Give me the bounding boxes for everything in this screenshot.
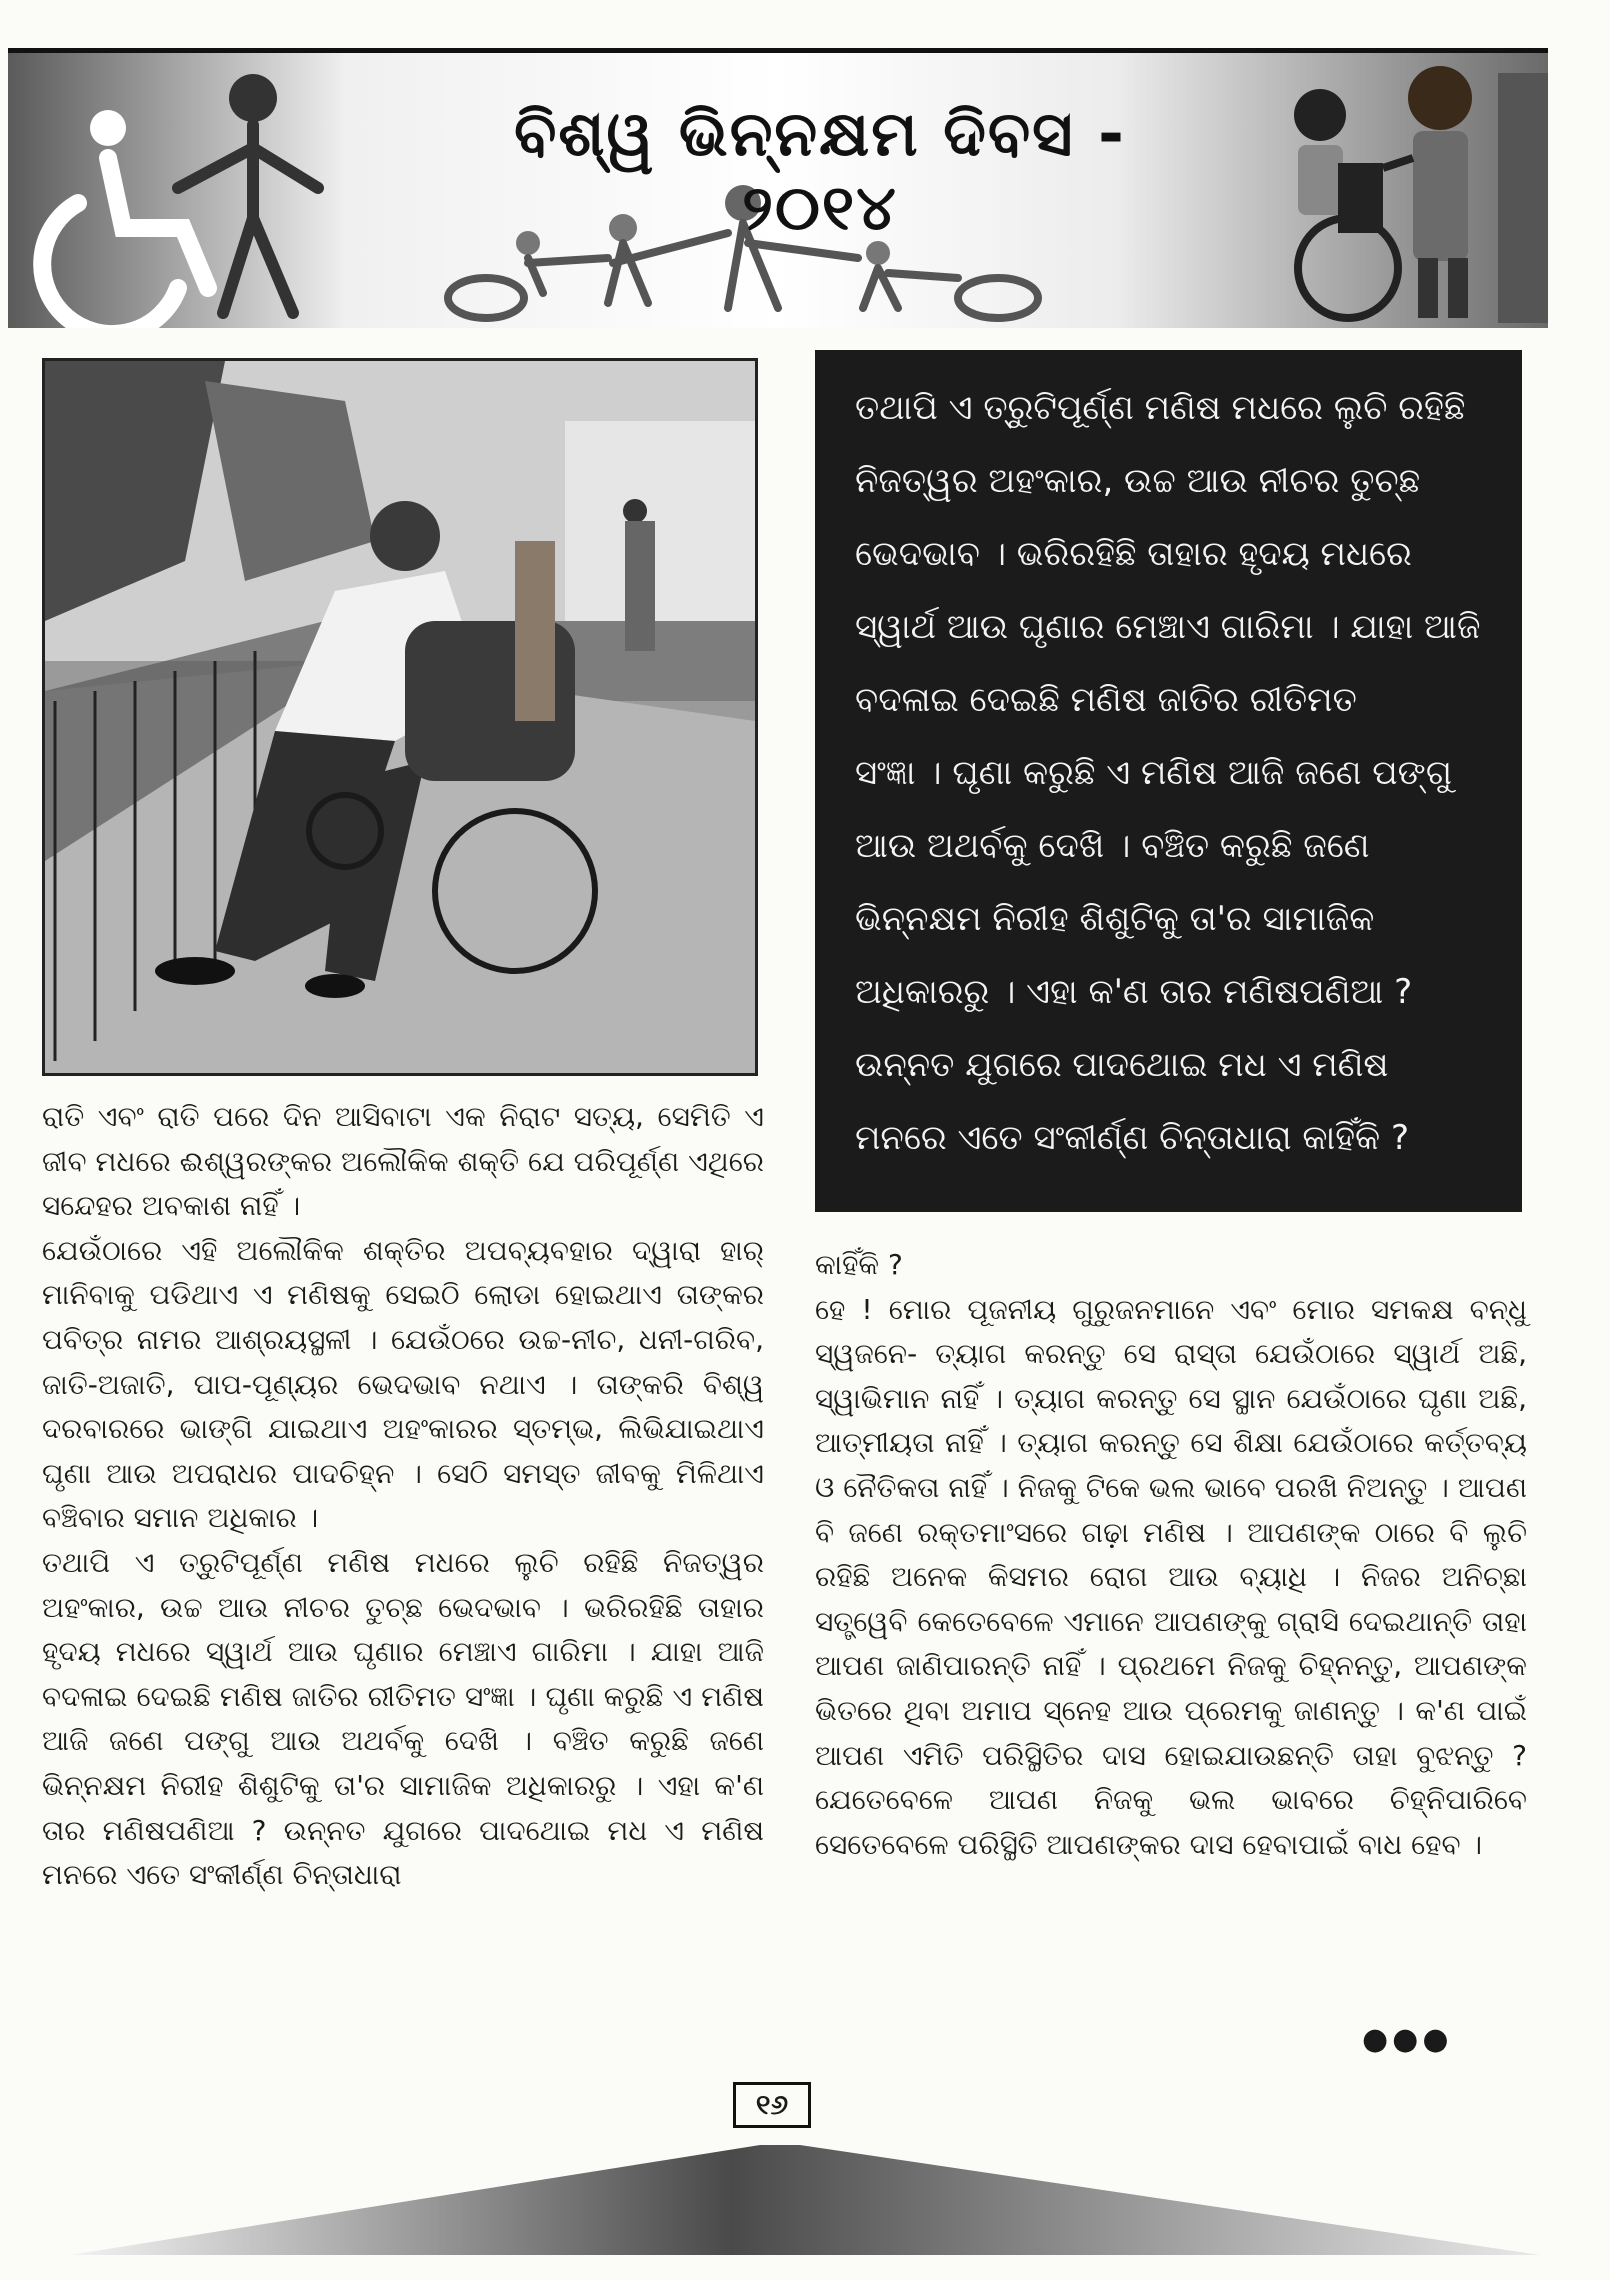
callout-line: ସଂଜ୍ଞା । ଘୃଣା କରୁଛି ଏ ମଣିଷ ଆଜି ଜଣେ ପଙ୍ଗୁ bbox=[855, 753, 1452, 793]
page-number: ୧୬ bbox=[733, 2082, 811, 2128]
paragraph: ହେ ! ମୋର ପୂଜନୀୟ ଗୁରୁଜନମାନେ ଏବଂ ମୋର ସମକକ୍ଷ ବନ୍ଧୁ ସ୍ୱଜନେ- ତ୍ୟାଗ କରନ୍ତୁ ସେ ରାସ୍ତା ଯେଉଁଠାରେ ସ୍ୱାର୍ଥ ଅଛି, ସ୍ୱାଭିମାନ ନାହିଁ । ତ୍ୟାଗ କରନ୍ତୁ ସେ ସ୍ଥାନ ଯେଉଁଠାରେ ଘୃଣା ଅଛି, ଆତ୍ମୀୟତା ନାହିଁ । ତ୍ୟାଗ କରନ୍ତୁ ସେ ଶିକ୍ଷା ଯେଉଁଠାରେ କର୍ତ୍ତବ୍ୟ ଓ ନୈତିକତା ନାହିଁ । ନିଜକୁ ଟିକେ ଭଲ ଭାବେ ପରଖି ନିଅନ୍ତୁ । ଆପଣ ବି ଜଣେ ରକ୍ତମାଂସରେ ଗଢ଼ା ମଣିଷ । ଆପଣଙ୍କ ଠାରେ ବି ଲୁଚି ରହିଛି ଅନେକ କିସମର ରୋଗ ଆଉ ବ୍ୟାଧି । ନିଜର ଅନିଚ୍ଛା ସତ୍ତ୍ୱେବି କେତେବେଳେ ଏମାନେ ଆପଣଙ୍କୁ ଗ୍ରାସି ଦେଇଥାନ୍ତି ତାହା ଆପଣ ଜାଣିପାରନ୍ତି ନାହିଁ । ପ୍ରଥମେ ନିଜକୁ ଚିହ୍ନନ୍ତୁ, ଆପଣଙ୍କ ଭିତରେ ଥିବା ଅମାପ ସ୍ନେହ ଆଉ ପ୍ରେମକୁ ଜାଣନ୍ତୁ । କ'ଣ ପାଇଁ ଆପଣ ଏମିତି ପରିସ୍ଥିତିର ଦାସ ହୋଇଯାଉଛନ୍ତି ତାହା ବୁଝନ୍ତୁ ? ଯେତେବେଳେ ଆପଣ ନିଜକୁ ଭଲ ଭାବରେ ଚିହ୍ନିପାରିବେ ସେତେବେଳେ ପରିସ୍ଥିତି ଆପଣଙ୍କର ଦାସ ହେବାପାଇଁ ବାଧ ହେବ । bbox=[815, 1292, 1527, 1861]
right-column-text bbox=[815, 1243, 1527, 1867]
callout-line: ଅଧିକାରରୁ । ଏହା କ'ଣ ତାର ମଣିଷପଣିଆ ? bbox=[855, 972, 1413, 1012]
bottom-decorative-band bbox=[70, 2140, 1540, 2260]
callout-line: ତଥାପି ଏ ତ୍ରୁଟିପୂର୍ଣ୍ଣ ମଣିଷ ମଧରେ ଲୁଚି ରହିଛି bbox=[855, 388, 1466, 428]
paragraph: କାହିଁକି ? bbox=[815, 1248, 903, 1281]
callout-box bbox=[815, 350, 1522, 1212]
callout-line: ସ୍ୱାର୍ଥ ଆଉ ଘୃଣାର ମେଞ୍ଚାଏ ଗାରିମା । ଯାହା ଆଜି bbox=[855, 607, 1481, 647]
callout-line: ମନରେ ଏତେ ସଂକୀର୍ଣ୍ଣ ଚିନ୍ତାଧାରା କାହିଁକି ? bbox=[855, 1118, 1410, 1158]
paragraph: ତଥାପି ଏ ତ୍ରୁଟିପୂର୍ଣ୍ଣ ମଣିଷ ମଧରେ ଲୁଚି ରହିଛି ନିଜତ୍ୱର ଅହଂକାର, ଉଚ୍ଚ ଆଉ ନୀଚର ତୁଚ୍ଛ ଭେଦଭାବ । ଭରିରହିଛି ତାହାର ହୃଦୟ ମଧରେ ସ୍ୱାର୍ଥ ଆଉ ଘୃଣାର ମେଞ୍ଚାଏ ଗାରିମା । ଯାହା ଆଜି ବଦଳାଇ ଦେଇଛି ମଣିଷ ଜାତିର ରୀତିମତ ସଂଜ୍ଞା । ଘୃଣା କରୁଛି ଏ ମଣିଷ ଆଜି ଜଣେ ପଙ୍ଗୁ ଆଉ ଅଥର୍ବକୁ ଦେଖି । ବଞ୍ଚିତ କରୁଛି ଜଣେ ଭିନ୍ନକ୍ଷମ ନିରୀହ ଶିଶୁଟିକୁ ତା'ର ସାମାଜିକ ଅଧିକାରରୁ । ଏହା କ'ଣ ତାର ମଣିଷପଣିଆ ? ଉନ୍ନତ ଯୁଗରେ ପାଦଥୋଇ ମଧ ଏ ମଣିଷ ମନରେ ଏତେ ସଂକୀର୍ଣ୍ଣ ଚିନ୍ତାଧାରା bbox=[42, 1545, 764, 1892]
header-banner bbox=[8, 48, 1548, 328]
callout-line: ଭେଦଭାବ । ଭରିରହିଛି ତାହାର ହୃଦୟ ମଧରେ bbox=[855, 534, 1412, 574]
callout-line: ଭିନ୍ନକ୍ଷମ ନିରୀହ ଶିଶୁଟିକୁ ତା'ର ସାମାଜିକ bbox=[855, 899, 1375, 939]
paragraph: ରାତି ଏବଂ ରାତି ପରେ ଦିନ ଆସିବାଟା ଏକ ନିରାଟ ସତ୍ୟ, ସେମିତି ଏ ଜୀବ ମଧରେ ଈଶ୍ୱରଙ୍କର ଅଲୌକିକ ଶକ୍ତି ଯେ ପରିପୂର୍ଣ୍ଣ ଏଥିରେ ସନ୍ଦେହର ଅବକାଶ ନାହିଁ । bbox=[42, 1100, 764, 1223]
page-title: ବିଶ୍ୱ ଭିନ୍ନକ୍ଷମ ଦିବସ - ୨୦୧୪ bbox=[514, 97, 1126, 244]
photo-illustration bbox=[45, 361, 755, 1073]
callout-line: ବଦଳାଇ ଦେଇଛି ମଣିଷ ଜାତିର ରୀତିମତ bbox=[855, 680, 1357, 720]
callout-line: ଉନ୍ନତ ଯୁଗରେ ପାଦଥୋଇ ମଧ ଏ ମଣିଷ bbox=[855, 1045, 1389, 1085]
callout-line: ନିଜତ୍ୱର ଅହଂକାର, ଉଚ୍ଚ ଆଉ ନୀଚର ତୁଚ୍ଛ bbox=[855, 461, 1421, 501]
callout-line: ଆଉ ଅଥର୍ବକୁ ଦେଖି । ବଞ୍ଚିତ କରୁଛି ଜଣେ bbox=[855, 826, 1370, 866]
end-mark: ●●● bbox=[1362, 2022, 1453, 2057]
wheelchair-symbol-icon bbox=[42, 110, 208, 328]
photo-man-pushing-wheelchair bbox=[42, 358, 758, 1076]
paragraph: ଯେଉଁଠାରେ ଏହି ଅଲୌକିକ ଶକ୍ତିର ଅପବ୍ୟବହାର ଦ୍ୱାରା ହାର୍ ମାନିବାକୁ ପଡିଥାଏ ଏ ମଣିଷକୁ ସେଇଠି ଲୋଡା ହୋଇଥାଏ ତାଙ୍କର ପବିତ୍ର ନାମର ଆଶ୍ରୟସ୍ଥଳୀ । ଯେଉଁଠରେ ଉଚ୍ଚ-ନୀଚ, ଧନୀ-ଗରିବ, ଜାତି-ଅଜାତି, ପାପ-ପୂଣ୍ୟର ଭେଦଭାବ ନଥାଏ । ତାଙ୍କରି ବିଶ୍ୱ ଦରବାରରେ ଭାଙ୍ଗି ଯାଇଥାଏ ଅହଂକାରର ସ୍ତମ୍ଭ, ଲିଭିଯାଇଥାଏ ଘୃଣା ଆଉ ଅପରାଧର ପାଦଚିହ୍ନ । ସେଠି ସମସ୍ତ ଜୀବକୁ ମିଳିଥାଏ ବଞ୍ଚିବାର ସମାନ ଅଧିକାର । bbox=[42, 1233, 764, 1535]
left-column-text bbox=[42, 1095, 764, 1898]
wheelchair-couple-illustration-icon bbox=[1294, 66, 1548, 323]
